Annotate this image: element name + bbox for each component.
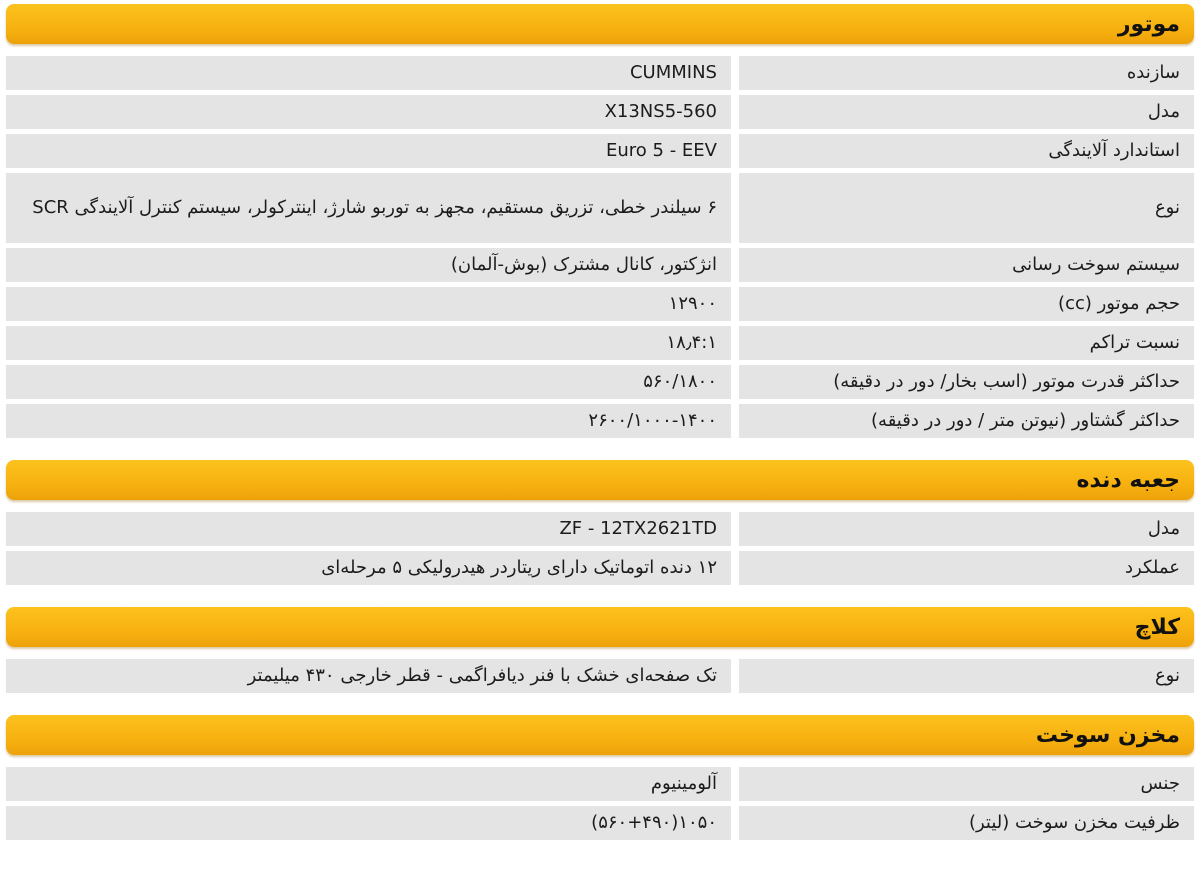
spec-label: جنس bbox=[739, 767, 1194, 801]
spec-row bbox=[6, 134, 1194, 168]
spec-label: حجم موتور (cc) bbox=[739, 287, 1194, 321]
spec-value: ۶ سیلندر خطی، تزریق مستقیم، مجهز به توربو شارژ، اینترکولر، سیستم کنترل آلایندگی SCR bbox=[6, 173, 731, 243]
spec-value: ۱۲۹۰۰ bbox=[6, 287, 731, 321]
section-title: مخزن سوخت bbox=[1035, 722, 1180, 748]
spec-label: استاندارد آلایندگی bbox=[739, 134, 1194, 168]
spec-label: سیستم سوخت رسانی bbox=[739, 248, 1194, 282]
spec-row bbox=[6, 512, 1194, 546]
spec-row bbox=[6, 287, 1194, 321]
spec-label: نوع bbox=[739, 659, 1194, 693]
section-header bbox=[6, 715, 1194, 755]
spec-sheet bbox=[6, 4, 1194, 862]
spec-value: ZF - 12TX2621TD bbox=[6, 512, 731, 546]
spec-value: Euro 5 - EEV bbox=[6, 134, 731, 168]
spec-value: انژکتور، کانال مشترک (بوش-آلمان) bbox=[6, 248, 731, 282]
section-header bbox=[6, 4, 1194, 44]
spec-row bbox=[6, 173, 1194, 243]
spec-value: ۲۶۰۰/۱۰۰۰-۱۴۰۰ bbox=[6, 404, 731, 438]
spec-value: X13NS5-560 bbox=[6, 95, 731, 129]
spec-label: عملکرد bbox=[739, 551, 1194, 585]
spec-label: مدل bbox=[739, 512, 1194, 546]
spec-label: نسبت تراکم bbox=[739, 326, 1194, 360]
section-clutch bbox=[6, 607, 1194, 693]
spec-row bbox=[6, 56, 1194, 90]
spec-label: سازنده bbox=[739, 56, 1194, 90]
spec-label: حداکثر گشتاور (نیوتن متر / دور در دقیقه) bbox=[739, 404, 1194, 438]
spec-row bbox=[6, 551, 1194, 585]
section-title: کلاچ bbox=[1134, 614, 1180, 640]
spec-label: مدل bbox=[739, 95, 1194, 129]
spec-row bbox=[6, 404, 1194, 438]
spec-value: ۵۶۰/۱۸۰۰ bbox=[6, 365, 731, 399]
section-title: جعبه دنده bbox=[1076, 467, 1180, 493]
spec-label: حداکثر قدرت موتور (اسب بخار/ دور در دقیقه) bbox=[739, 365, 1194, 399]
spec-row bbox=[6, 326, 1194, 360]
spec-value: تک صفحه‌ای خشک با فنر دیافراگمی - قطر خارجی ۴۳۰ میلیمتر bbox=[6, 659, 731, 693]
spec-row bbox=[6, 659, 1194, 693]
section-engine bbox=[6, 4, 1194, 438]
section-header bbox=[6, 607, 1194, 647]
spec-value: CUMMINS bbox=[6, 56, 731, 90]
spec-value: آلومینیوم bbox=[6, 767, 731, 801]
section-gearbox bbox=[6, 460, 1194, 585]
spec-value: ۱۲ دنده اتوماتیک دارای ریتاردر هیدرولیکی ۵ مرحله‌ای bbox=[6, 551, 731, 585]
section-title: موتور bbox=[1117, 11, 1180, 37]
spec-row bbox=[6, 806, 1194, 840]
spec-row bbox=[6, 248, 1194, 282]
section-fuel-tank bbox=[6, 715, 1194, 840]
spec-label: ظرفیت مخزن سوخت (لیتر) bbox=[739, 806, 1194, 840]
spec-row bbox=[6, 365, 1194, 399]
spec-value: ۱۰۵۰(۵۶۰+۴۹۰) bbox=[6, 806, 731, 840]
spec-label: نوع bbox=[739, 173, 1194, 243]
section-header bbox=[6, 460, 1194, 500]
spec-row bbox=[6, 767, 1194, 801]
spec-value: ۱۸٫۴:۱ bbox=[6, 326, 731, 360]
spec-row bbox=[6, 95, 1194, 129]
